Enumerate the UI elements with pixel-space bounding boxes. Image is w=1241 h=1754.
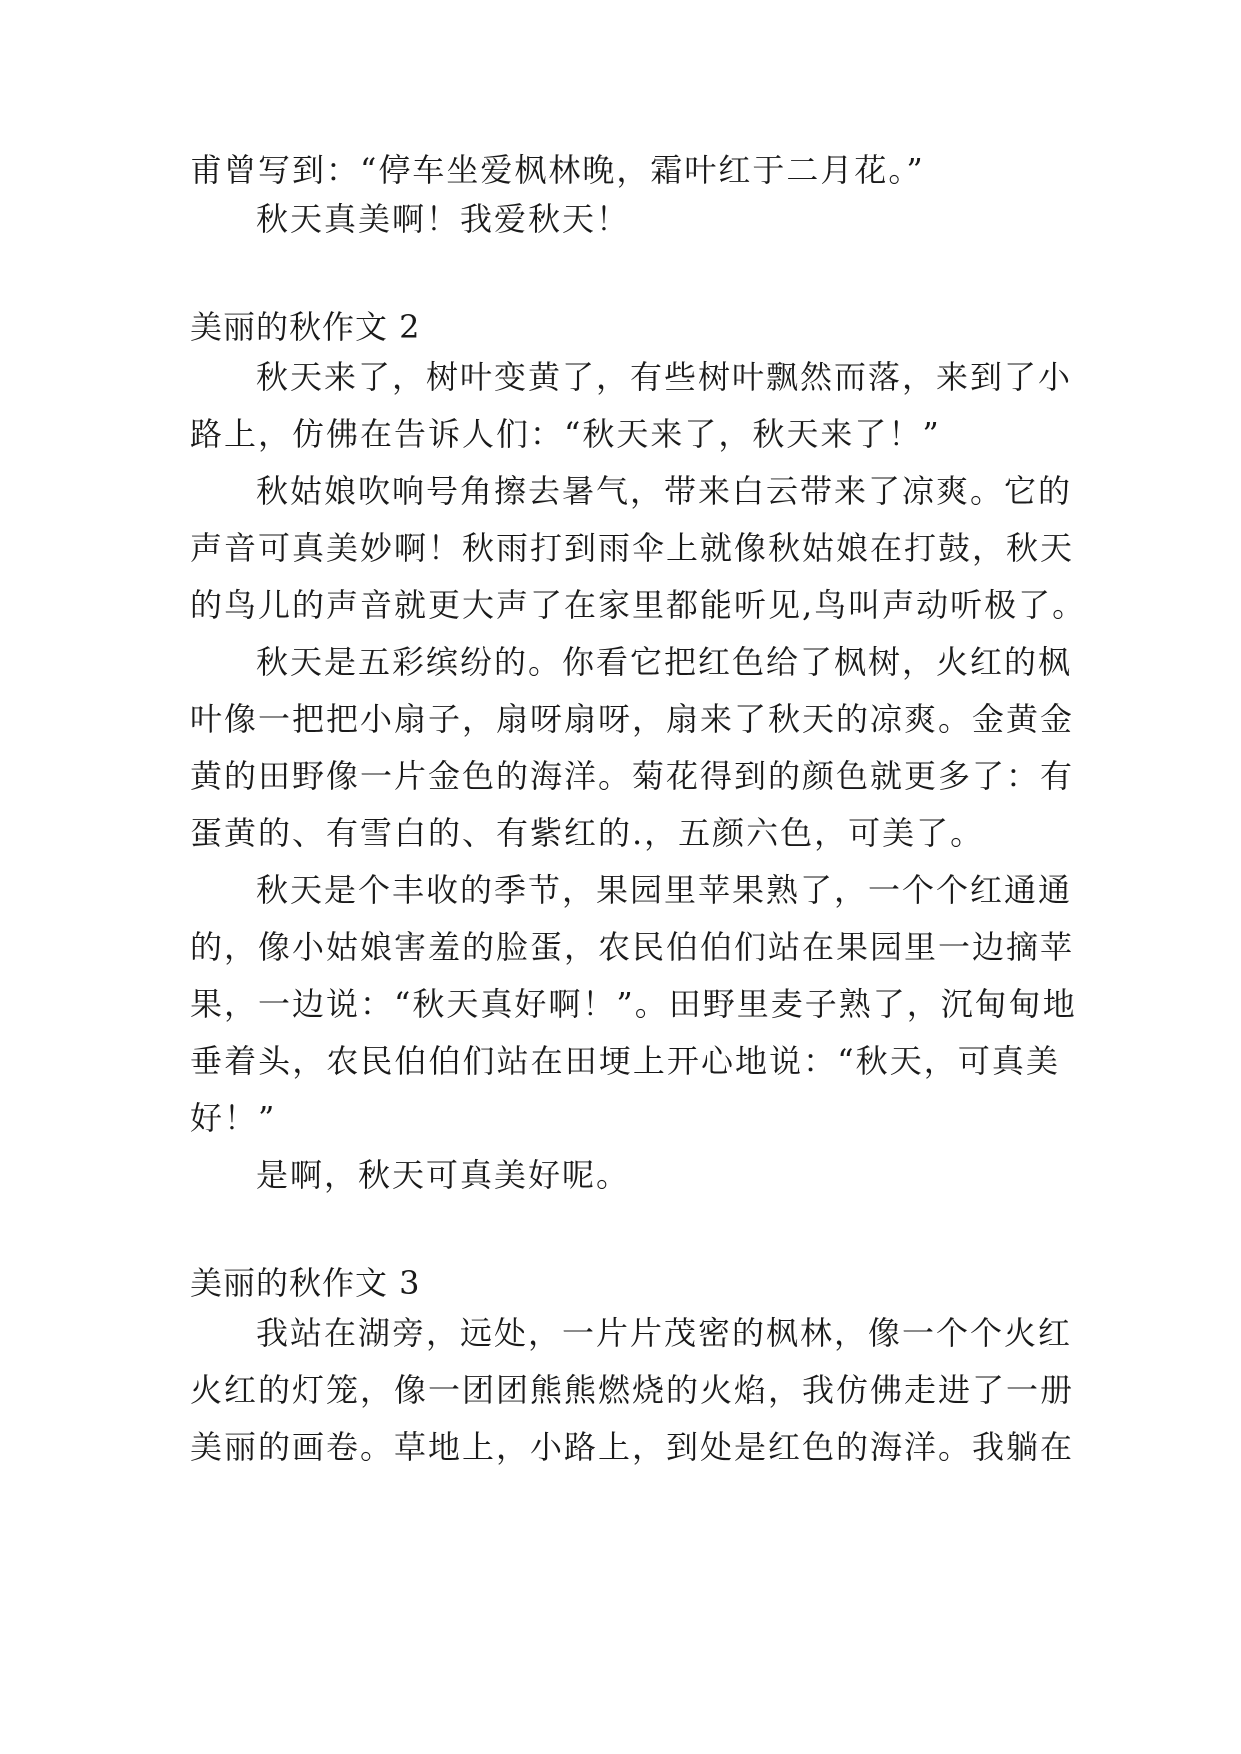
- text-line: 路上，仿佛在告诉人们：“秋天来了，秋天来了！”: [190, 415, 941, 453]
- section-heading: 美丽的秋作文 3: [190, 1264, 421, 1302]
- text-line: 叶像一把把小扇子，扇呀扇呀，扇来了秋天的凉爽。金黄金: [190, 700, 1075, 738]
- text-line: 果，一边说：“秋天真好啊！”。田野里麦子熟了，沉甸甸地: [190, 985, 1077, 1023]
- text-line: 我站在湖旁，远处，一片片茂密的枫林，像一个个火红: [256, 1314, 1073, 1352]
- text-line: 甫曾写到：“停车坐爱枫林晚，霜叶红于二月花。”: [190, 151, 925, 189]
- text-line: 好！”: [190, 1099, 277, 1137]
- text-line: 的鸟儿的声音就更大声了在家里都能听见,鸟叫声动听极了。: [190, 586, 1087, 624]
- text-line: 火红的灯笼，像一团团熊熊燃烧的火焰，我仿佛走进了一册: [190, 1371, 1075, 1409]
- section-heading: 美丽的秋作文 2: [190, 308, 421, 346]
- text-line: 黄的田野像一片金色的海洋。菊花得到的颜色就更多了：有: [190, 757, 1075, 795]
- text-line: 秋天是个丰收的季节，果园里苹果熟了，一个个红通通: [256, 871, 1073, 909]
- text-line: 美丽的画卷。草地上，小路上，到处是红色的海洋。我躺在: [190, 1428, 1075, 1466]
- text-line: 秋姑娘吹响号角擦去暑气，带来白云带来了凉爽。它的: [256, 472, 1073, 510]
- text-line: 秋天是五彩缤纷的。你看它把红色给了枫树，火红的枫: [256, 643, 1073, 681]
- text-line: 蛋黄的、有雪白的、有紫红的.，五颜六色，可美了。: [190, 814, 985, 852]
- text-line: 是啊，秋天可真美好呢。: [256, 1156, 631, 1194]
- text-line: 垂着头，农民伯伯们站在田埂上开心地说：“秋天，可真美: [190, 1042, 1060, 1080]
- text-line: 秋天来了，树叶变黄了，有些树叶飘然而落，来到了小: [256, 358, 1073, 396]
- text-line: 声音可真美妙啊！秋雨打到雨伞上就像秋姑娘在打鼓，秋天: [190, 529, 1075, 567]
- text-line: 秋天真美啊！我爱秋天！: [256, 200, 631, 238]
- text-line: 的，像小姑娘害羞的脸蛋，农民伯伯们站在果园里一边摘苹: [190, 928, 1075, 966]
